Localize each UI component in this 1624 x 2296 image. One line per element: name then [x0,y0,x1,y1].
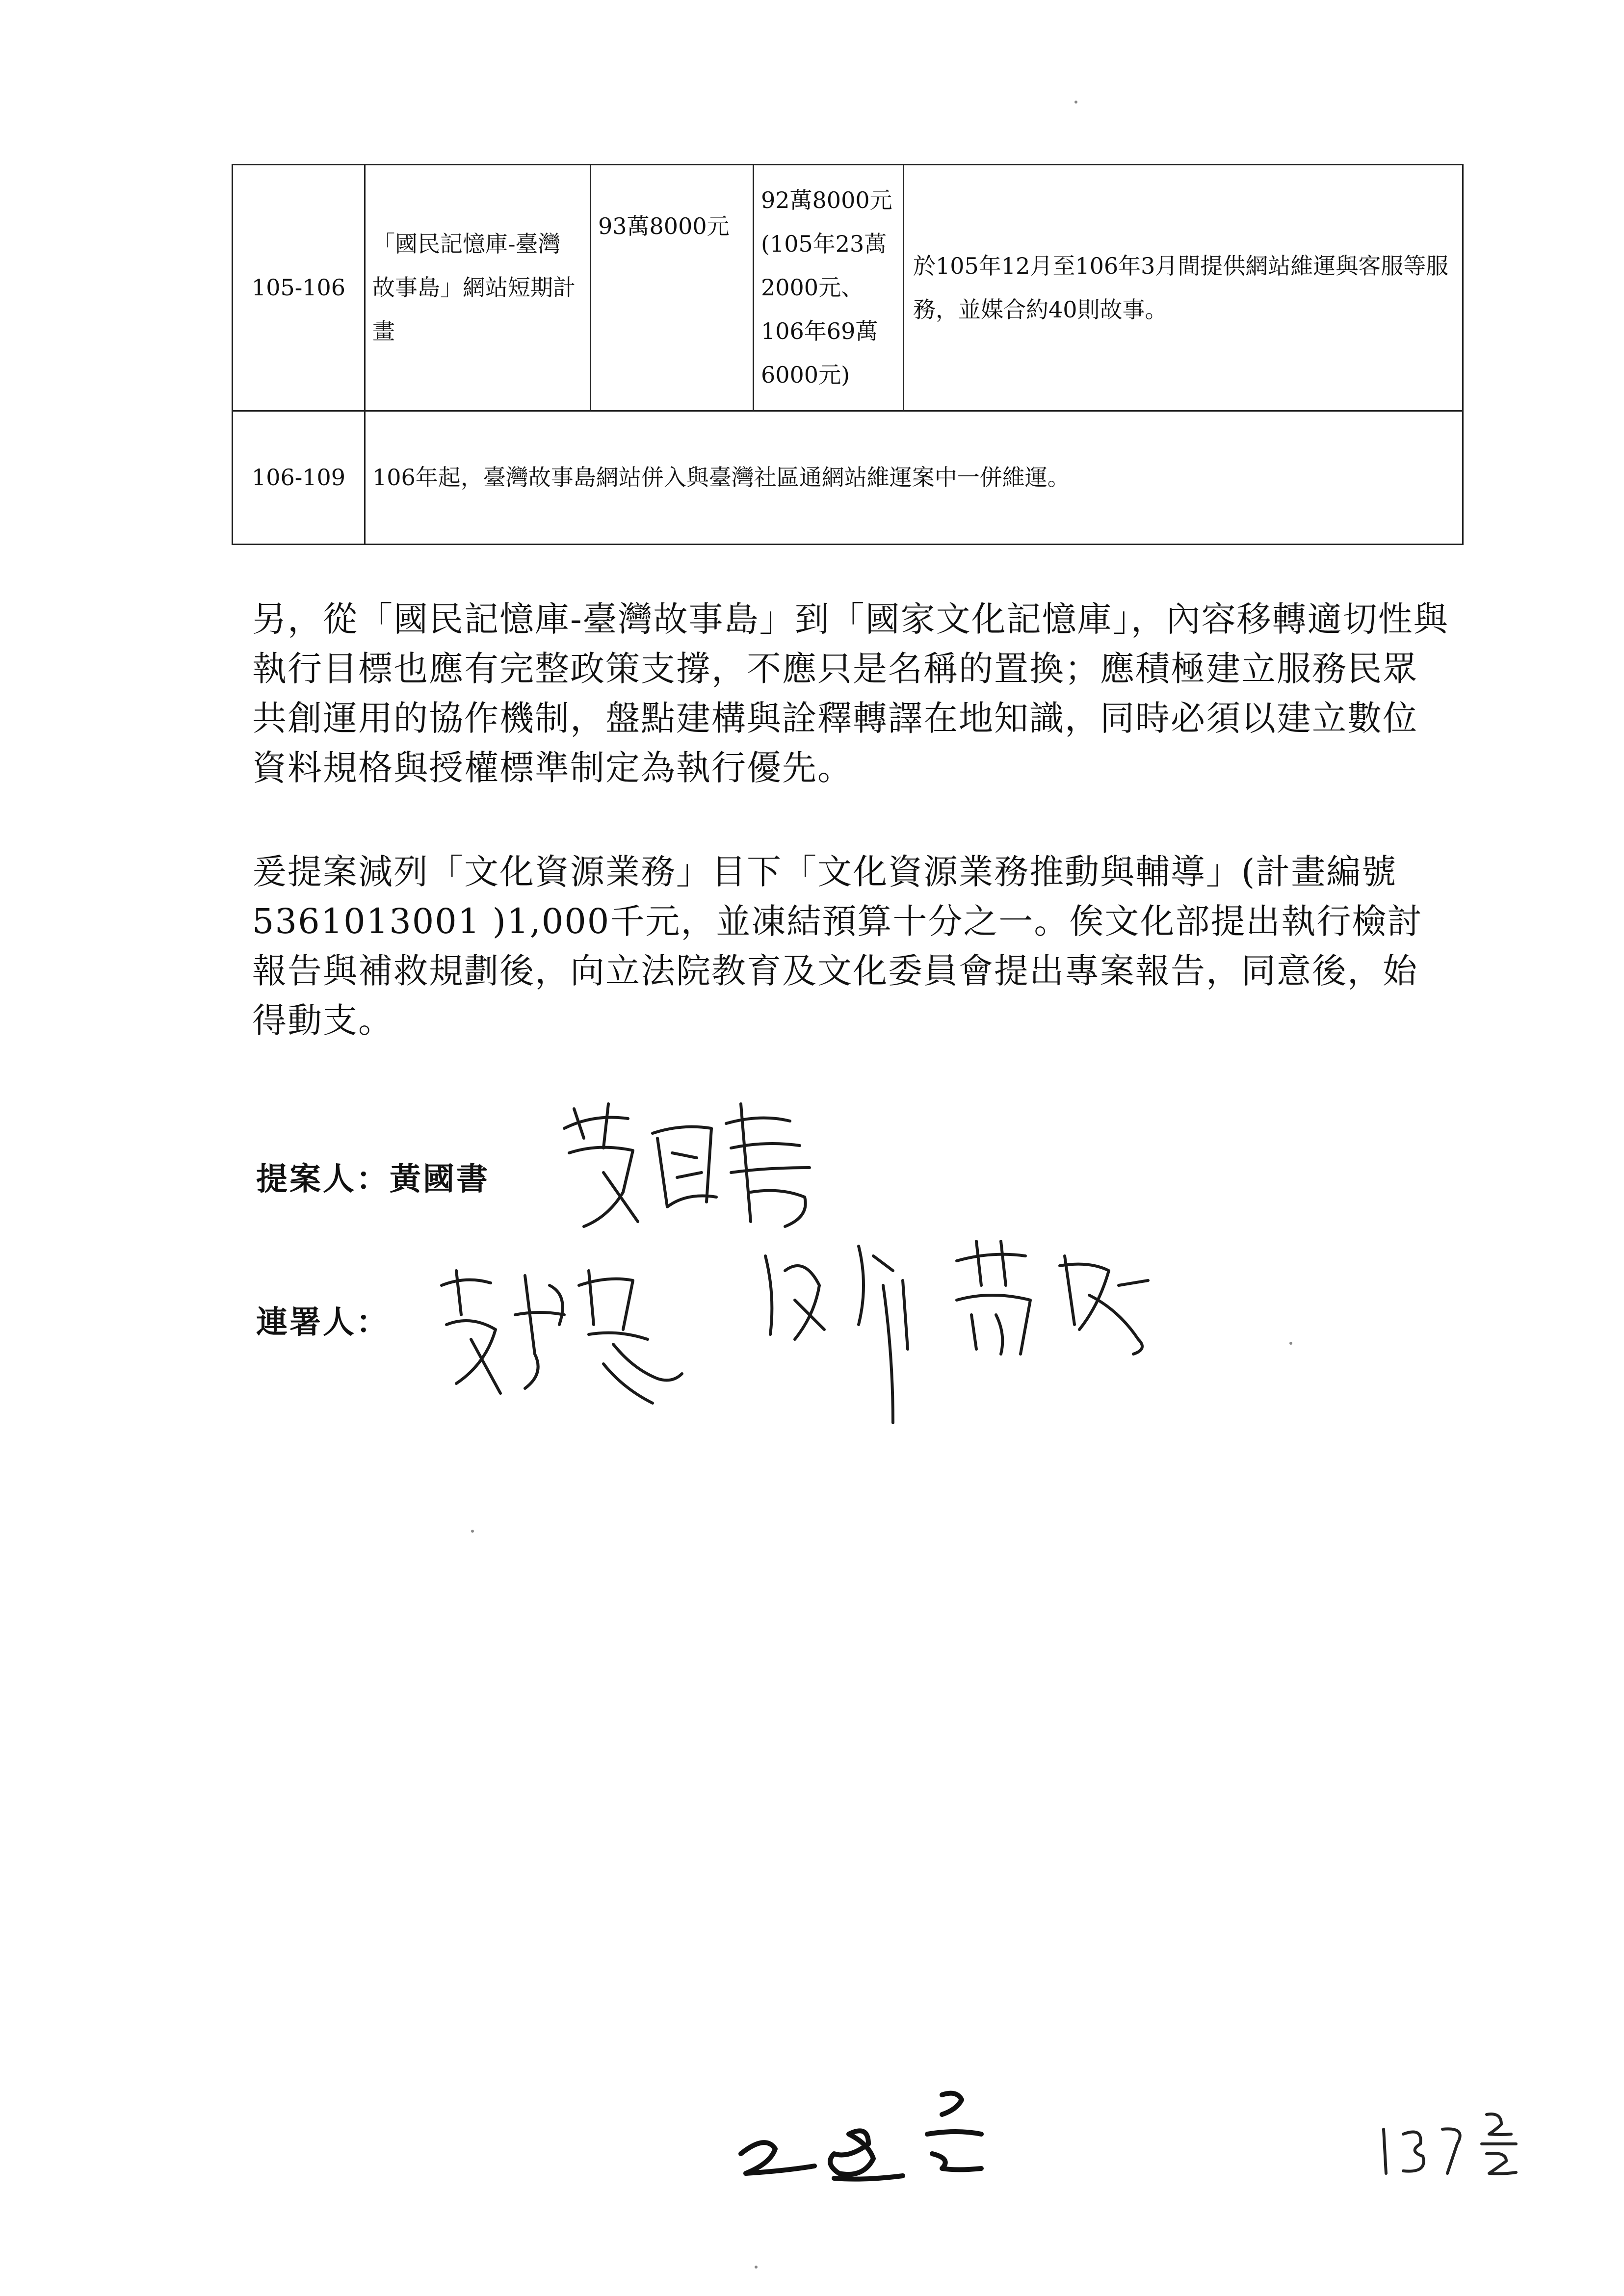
table-row [233,165,1463,411]
page-mark-center [736,2080,991,2183]
proposer-label: 提案人：黃國書 [256,1161,490,1198]
table-cell-project: 「國民記憶庫-臺灣故事島」網站短期計畫 [365,165,591,411]
table-cell-executed: 92萬8000元(105年23萬2000元、106年69萬6000元) [754,165,904,411]
cosigner-signature-1 [427,1256,731,1413]
paragraph-proposal: 爰提案減列「文化資源業務」目下「文化資源業務推動與輔導」(計畫編號5361013001 )1,000千元，並凍結預算十分之一。俟文化部提出執行檢討報告與補救規劃後，向立法院教育及文化委員會提出專案報告，同意後，始得動支。 [252,852,1423,1041]
table-row [233,411,1463,545]
cosigner-signature-2 [746,1226,1212,1433]
table-cell-years: 106-109 [233,411,365,545]
scan-artifact [755,2266,758,2269]
table-cell-description: 106年起，臺灣故事島網站併入與臺灣社區通網站維運案中一併維運。 [365,411,1463,545]
page-mark-right [1374,2100,1536,2183]
scan-artifact [1074,101,1077,104]
cosigner-label: 連署人： [256,1304,390,1341]
project-history-table [232,164,1464,545]
table-cell-years: 105-106 [233,165,365,411]
proposer-signature [554,1094,829,1241]
scan-artifact [1289,1342,1292,1345]
table-cell-budget: 93萬8000元 [591,165,754,411]
paragraph-policy: 另，從「國民記憶庫-臺灣故事島」到「國家文化記憶庫」，內容移轉適切性與執行目標也應有完整政策支撐，不應只是名稱的置換；應積極建立服務民眾共創運用的協作機制，盤點建構與詮釋轉譯在地知識，同時必須以建立數位資料規格與授權標準制定為執行優先。 [252,599,1449,788]
table-cell-description: 於105年12月至106年3月間提供網站維運與客服等服務，並媒合約40則故事。 [904,165,1463,411]
scan-artifact [471,1530,474,1533]
